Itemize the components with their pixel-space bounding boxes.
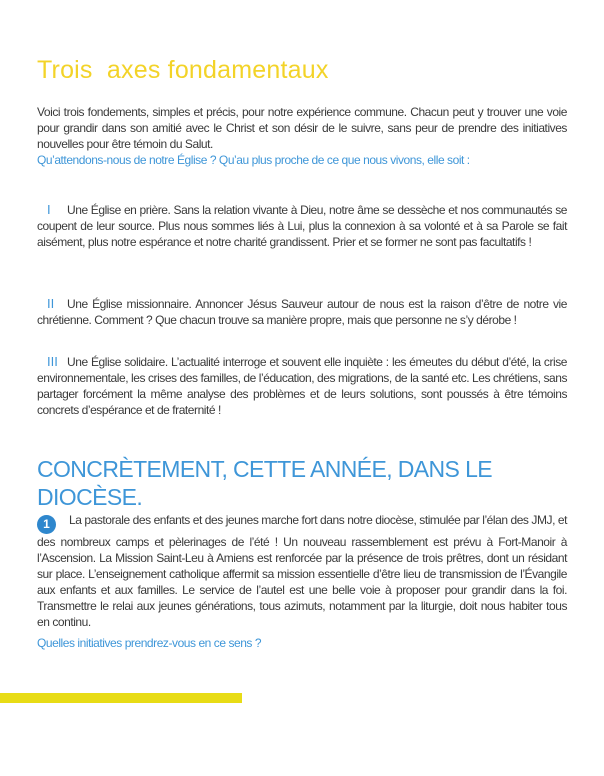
diocese-item-1: [37, 512, 567, 651]
axis-numeral-2: II: [47, 296, 55, 311]
diocese-item-text-block: [37, 512, 567, 630]
axis-item-1: [37, 202, 567, 250]
axis-item-3: [37, 354, 567, 418]
number-badge: 1: [37, 515, 56, 534]
diocese-item-question: Quelles initiatives prendrez-vous en ce sens ?: [37, 636, 262, 650]
intro-question: Qu’attendons-nous de notre Église ? Qu’au plus proche de ce que nous vivons, elle soit :: [37, 153, 470, 167]
axis-numeral-3: III: [47, 354, 58, 369]
intro-paragraph: [37, 104, 567, 168]
intro-text: Voici trois fondements, simples et précis, pour notre expérience commune. Chacun peut y trouver une voie pour grandir dans son amitié avec le Christ et son désir de le suivre, sans peur de prendre des initiatives nouvelles pour être témoin du Salut.: [37, 105, 567, 151]
page-title: Trois axes fondamentaux: [37, 56, 329, 84]
axis-numeral-1: I: [47, 202, 51, 217]
section-heading: CONCRÈTEMENT, CETTE ANNÉE, DANS LE DIOCÈSE.: [37, 456, 493, 510]
axis-text-1: Une Église en prière. Sans la relation vivante à Dieu, notre âme se dessèche et nos communautés se coupent de leur source. Plus nous sommes liés à Lui, plus la connexion à sa volonté et à sa Parole se fait aisément, plus notre espérance et notre charité grandissent. Prier et se former ne sont pas facultatifs !: [37, 203, 567, 249]
axis-text-3: Une Église solidaire. L’actualité interroge et souvent elle inquiète : les émeutes du début d’été, la crise environnementale, les crises des familles, de l’éducation, des migrations, de la santé etc. Les chrétiens, sans partager forcément la même analyse des problèmes et de leurs solutions, sont poussés à être témoins concrets d’espérance et de fraternité !: [37, 355, 567, 417]
bottom-accent-bar: [0, 693, 242, 703]
diocese-item-text: La pastorale des enfants et des jeunes marche fort dans notre diocèse, stimulée par l’élan des JMJ, et des nombreux camps et pèlerinages de l’été ! Un nouveau rassemblement est prévu à Fort-Manoir à l’Ascension. La Mission Saint-Leu à Amiens est renforcée par la présence de trois prêtres, dont un résidant sur place. L’enseignement catholique affermit sa mission essentielle d’être lieu de transmission de l’Évangile aux enfants et aux familles. Le service de l’autel est une belle voie à proposer pour grandir dans la foi. Transmettre le relai aux jeunes générations, tous azimuts, notamment par la liturgie, doit nous habiter tous en continu.: [37, 513, 567, 629]
axis-text-2: Une Église missionnaire. Annoncer Jésus Sauveur autour de nous est la raison d’être de notre vie chrétienne. Comment ? Que chacun trouve sa manière propre, mais que personne ne s’y dérobe !: [37, 297, 567, 327]
axis-item-2: [37, 296, 567, 328]
